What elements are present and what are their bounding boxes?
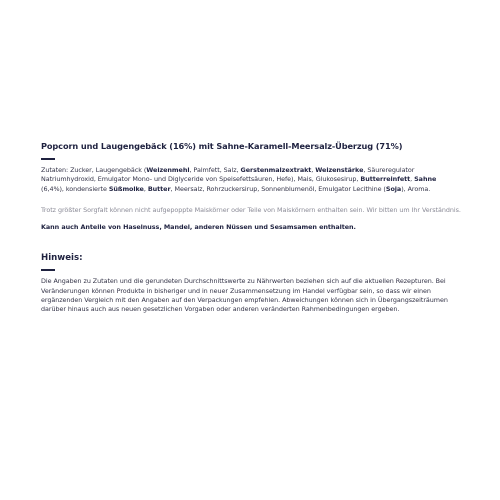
allergy-trace-note: Kann auch Anteile von Haselnuss, Mandel, anderen Nüssen und Sesamsamen enthalten. [41,223,356,232]
allergen-weizenstaerke: Weizenstärke [315,166,364,174]
allergen-sahne: Sahne [414,175,437,184]
ingredient-text: , Meersalz, Rohrzuckersirup, Sonnenblumenöl, Emulgator Lecithine ( [170,184,386,193]
ingredient-text: (6,4%), kondensierte [41,184,109,193]
ingredient-text: , [410,175,415,184]
allergen-butterreinfett: Butterreinfett [360,175,411,184]
ingredient-text: , [143,184,148,193]
ingredient-text: , Palmfett, Salz, [189,166,241,174]
ingredient-text: ), Aroma. [401,184,431,193]
product-info-panel [41,141,461,315]
title-underline [41,158,55,160]
ingredient-text: , [311,166,316,174]
allergen-weizenmehl: Weizenmehl [146,166,190,174]
ingredient-text: , Säureregulator Natriumhydroxid, Emulgator Mono- und Diglyceride von Speisefettsäuren, Hefe), Mais, Glukosesirup, [41,166,415,184]
allergen-suessmolke: Süßmolke [108,184,144,193]
allergen-soja: Soja [385,184,402,193]
notice-heading: Hinweis: [41,253,83,264]
product-title: Popcorn und Laugengebäck (16%) mit Sahne-Karamell-Meersalz-Überzug (71%) [41,141,403,151]
notice-text: Die Angaben zu Zutaten und die gerundeten Durchschnittswerte zu Nährwerten beziehen sich auf die aktuellen Rezepturen. Bei Veränderungen können Produkte in bisheriger und in neuer Zusammensetzung im Handel verfügbar sein, so dass wir einen ergänzenden Vergleich mit den Angaben auf den Verpackungen empfehlen. Abweichungen können sich in Übergangszeiträumen darüber hinaus auch aus neuen gesetzlichen Vorgaben oder anderen veränderten Rahmenbedingungen ergeben. [41,277,448,314]
ingredient-text: Zutaten: Zucker, Laugengebäck ( [41,166,147,174]
allergen-gerstenmalzextrakt: Gerstenmalzextrakt [240,166,312,174]
allergen-butter: Butter [147,184,171,193]
popcorn-disclaimer: Trotz größter Sorgfalt können nicht aufgepoppte Maiskörner oder Teile von Maiskörnern enthalten sein. Wir bitten um Ihr Verständnis. [41,205,461,214]
notice-underline [41,269,55,271]
ingredients-list [41,166,461,194]
